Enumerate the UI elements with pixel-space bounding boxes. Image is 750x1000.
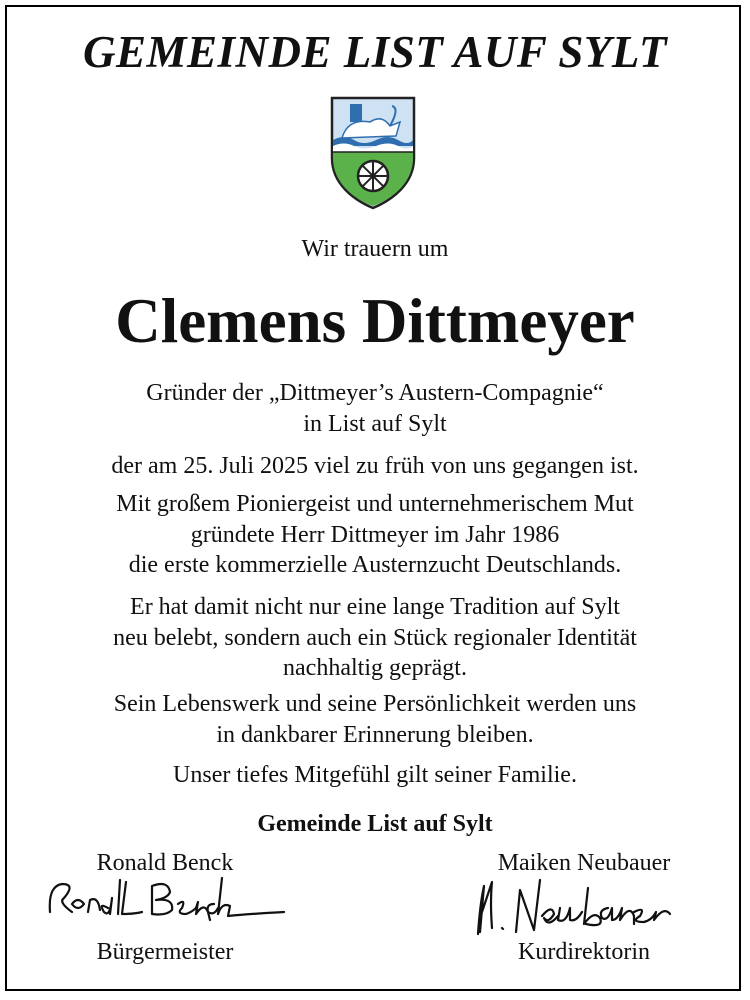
paragraph-pioneer [0, 489, 750, 581]
founder-line: in List auf Sylt [303, 410, 447, 437]
text-line: in dankbarer Erinnerung bleiben. [216, 721, 534, 748]
intro-line: Wir trauern um [301, 236, 449, 262]
text-line: Er hat damit nicht nur eine lange Tradition auf Sylt [130, 594, 620, 620]
text-line: nachhaltig geprägt. [283, 655, 467, 681]
paragraph-tradition [0, 592, 750, 684]
signatory-name-left: Ronald Benck [96, 850, 234, 876]
text-line: Mit großem Pioniergeist und unternehmerischem Mut [116, 491, 634, 517]
signatory-role-left: Bürgermeister [96, 939, 234, 965]
page-title: GEMEINDE LIST AUF SYLT [82, 27, 668, 77]
signature-left [42, 872, 292, 932]
condolence-line: Unser tiefes Mitgefühl gilt seiner Familie. [173, 762, 577, 788]
deceased-name: Clemens Dittmeyer [115, 286, 635, 356]
founder-text [0, 378, 750, 439]
text-line: Sein Lebenswerk und seine Persönlichkeit werden uns [113, 691, 637, 717]
text-line: die erste kommerzielle Austernzucht Deutschlands. [128, 552, 622, 578]
signatory-role-right: Kurdirektorin [518, 939, 650, 965]
text-line: neu belebt, sondern auch ein Stück regionaler Identität [113, 624, 637, 651]
text-line: gründete Herr Dittmeyer im Jahr 1986 [190, 521, 560, 548]
paragraph-memory [0, 689, 750, 750]
signature-right [468, 872, 698, 942]
signatory-name-right: Maiken Neubauer [497, 850, 671, 876]
death-line: der am 25. Juli 2025 viel zu früh von uns gegangen ist. [111, 453, 639, 479]
coat-of-arms-icon [330, 96, 416, 210]
founder-line: Gründer der „Dittmeyer’s Austern-Compagnie“ [146, 380, 604, 406]
organization-name: Gemeinde List auf Sylt [257, 811, 493, 837]
